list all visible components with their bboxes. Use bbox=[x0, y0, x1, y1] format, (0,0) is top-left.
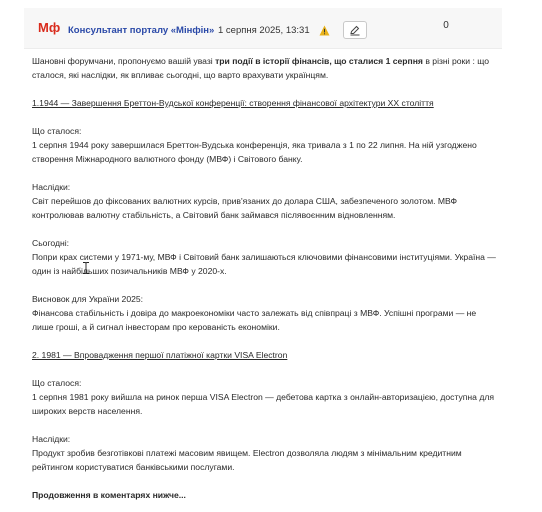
post-header bbox=[24, 8, 502, 49]
intro-bold: три події в історії фінансів, що сталися 1 серпня bbox=[215, 56, 423, 66]
post-date: 1 серпня 2025, 13:31 bbox=[218, 25, 310, 36]
event2-happened-label: Що сталося: bbox=[32, 378, 82, 388]
event1-effects-label: Наслідки: bbox=[32, 182, 71, 192]
event2-title: 2. 1981 — Впровадження першої платіжної картки VISA Electron bbox=[32, 350, 288, 360]
event2-happened: 1 серпня 1981 року вийшла на ринок перша VISA Electron — дебетова картка з онлайн-авторизацією, доступна для широких верств населення. bbox=[32, 392, 495, 416]
intro-text: Шановні форумчани, пропонуємо вашій увазі bbox=[32, 56, 216, 66]
forum-post bbox=[24, 8, 502, 512]
event1-title: 1.1944 — Завершення Бреттон-Вудської конференції: створення фінансової архітектури XX століття bbox=[32, 98, 434, 108]
event1-effects: Світ перейшов до фіксованих валютних курсів, прив'язаних до долара США, забезпеченого золотом. МВФ контролював валютну стабільність, а Світовий банк займався післявоєнним відновленням. bbox=[32, 196, 458, 220]
continued-note: Продовження в коментарях нижче... bbox=[32, 490, 186, 500]
edit-pencil-icon bbox=[349, 25, 361, 36]
event1-today-label: Сьогодні: bbox=[32, 238, 70, 248]
post-body bbox=[32, 54, 498, 502]
event2-effects-label: Наслідки: bbox=[32, 434, 71, 444]
event1-happened-label: Що сталося: bbox=[32, 126, 82, 136]
intro-paragraph bbox=[32, 54, 498, 82]
event2-effects: Продукт зробив безготівкові платежі масовим явищем. Electron дозволяла людям з мінімальним кредитним рейтингом користуватися банківськими послугами. bbox=[32, 448, 462, 472]
event1-conclusion-label: Висновок для України 2025: bbox=[32, 294, 144, 304]
avatar[interactable]: Мф bbox=[38, 20, 61, 35]
text-cursor-icon bbox=[82, 261, 90, 273]
author-name[interactable]: Консультант порталу «Мінфін» bbox=[68, 25, 215, 36]
intro-text-end: в різні роки : що сталося, які наслідки, як впливає сьогодні, що варто врахувати українцям. bbox=[32, 56, 490, 80]
event1-happened: 1 серпня 1944 року завершилася Бреттон-Вудська конференція, яка тривала з 1 по 22 липня. На ній узгоджено створення Міжнародного валютного фонду (МВФ) і Світового банку. bbox=[32, 140, 477, 164]
warning-icon[interactable] bbox=[319, 23, 330, 34]
edit-button[interactable] bbox=[343, 21, 367, 39]
reaction-count: 0 bbox=[443, 20, 449, 31]
event1-today: Попри крах системи у 1971-му, МВФ і Світовий банк залишаються ключовими фінансовими інституціями. Україна — один із найбільших позичальників МВФ у 2020-х. bbox=[32, 252, 496, 276]
event1-conclusion: Фінансова стабільність і довіра до макроекономіки часто залежать від співпраці з МВФ. Успішні програми — не лише гроші, а й сигнал інвесторам про керованість економіки. bbox=[32, 308, 477, 332]
